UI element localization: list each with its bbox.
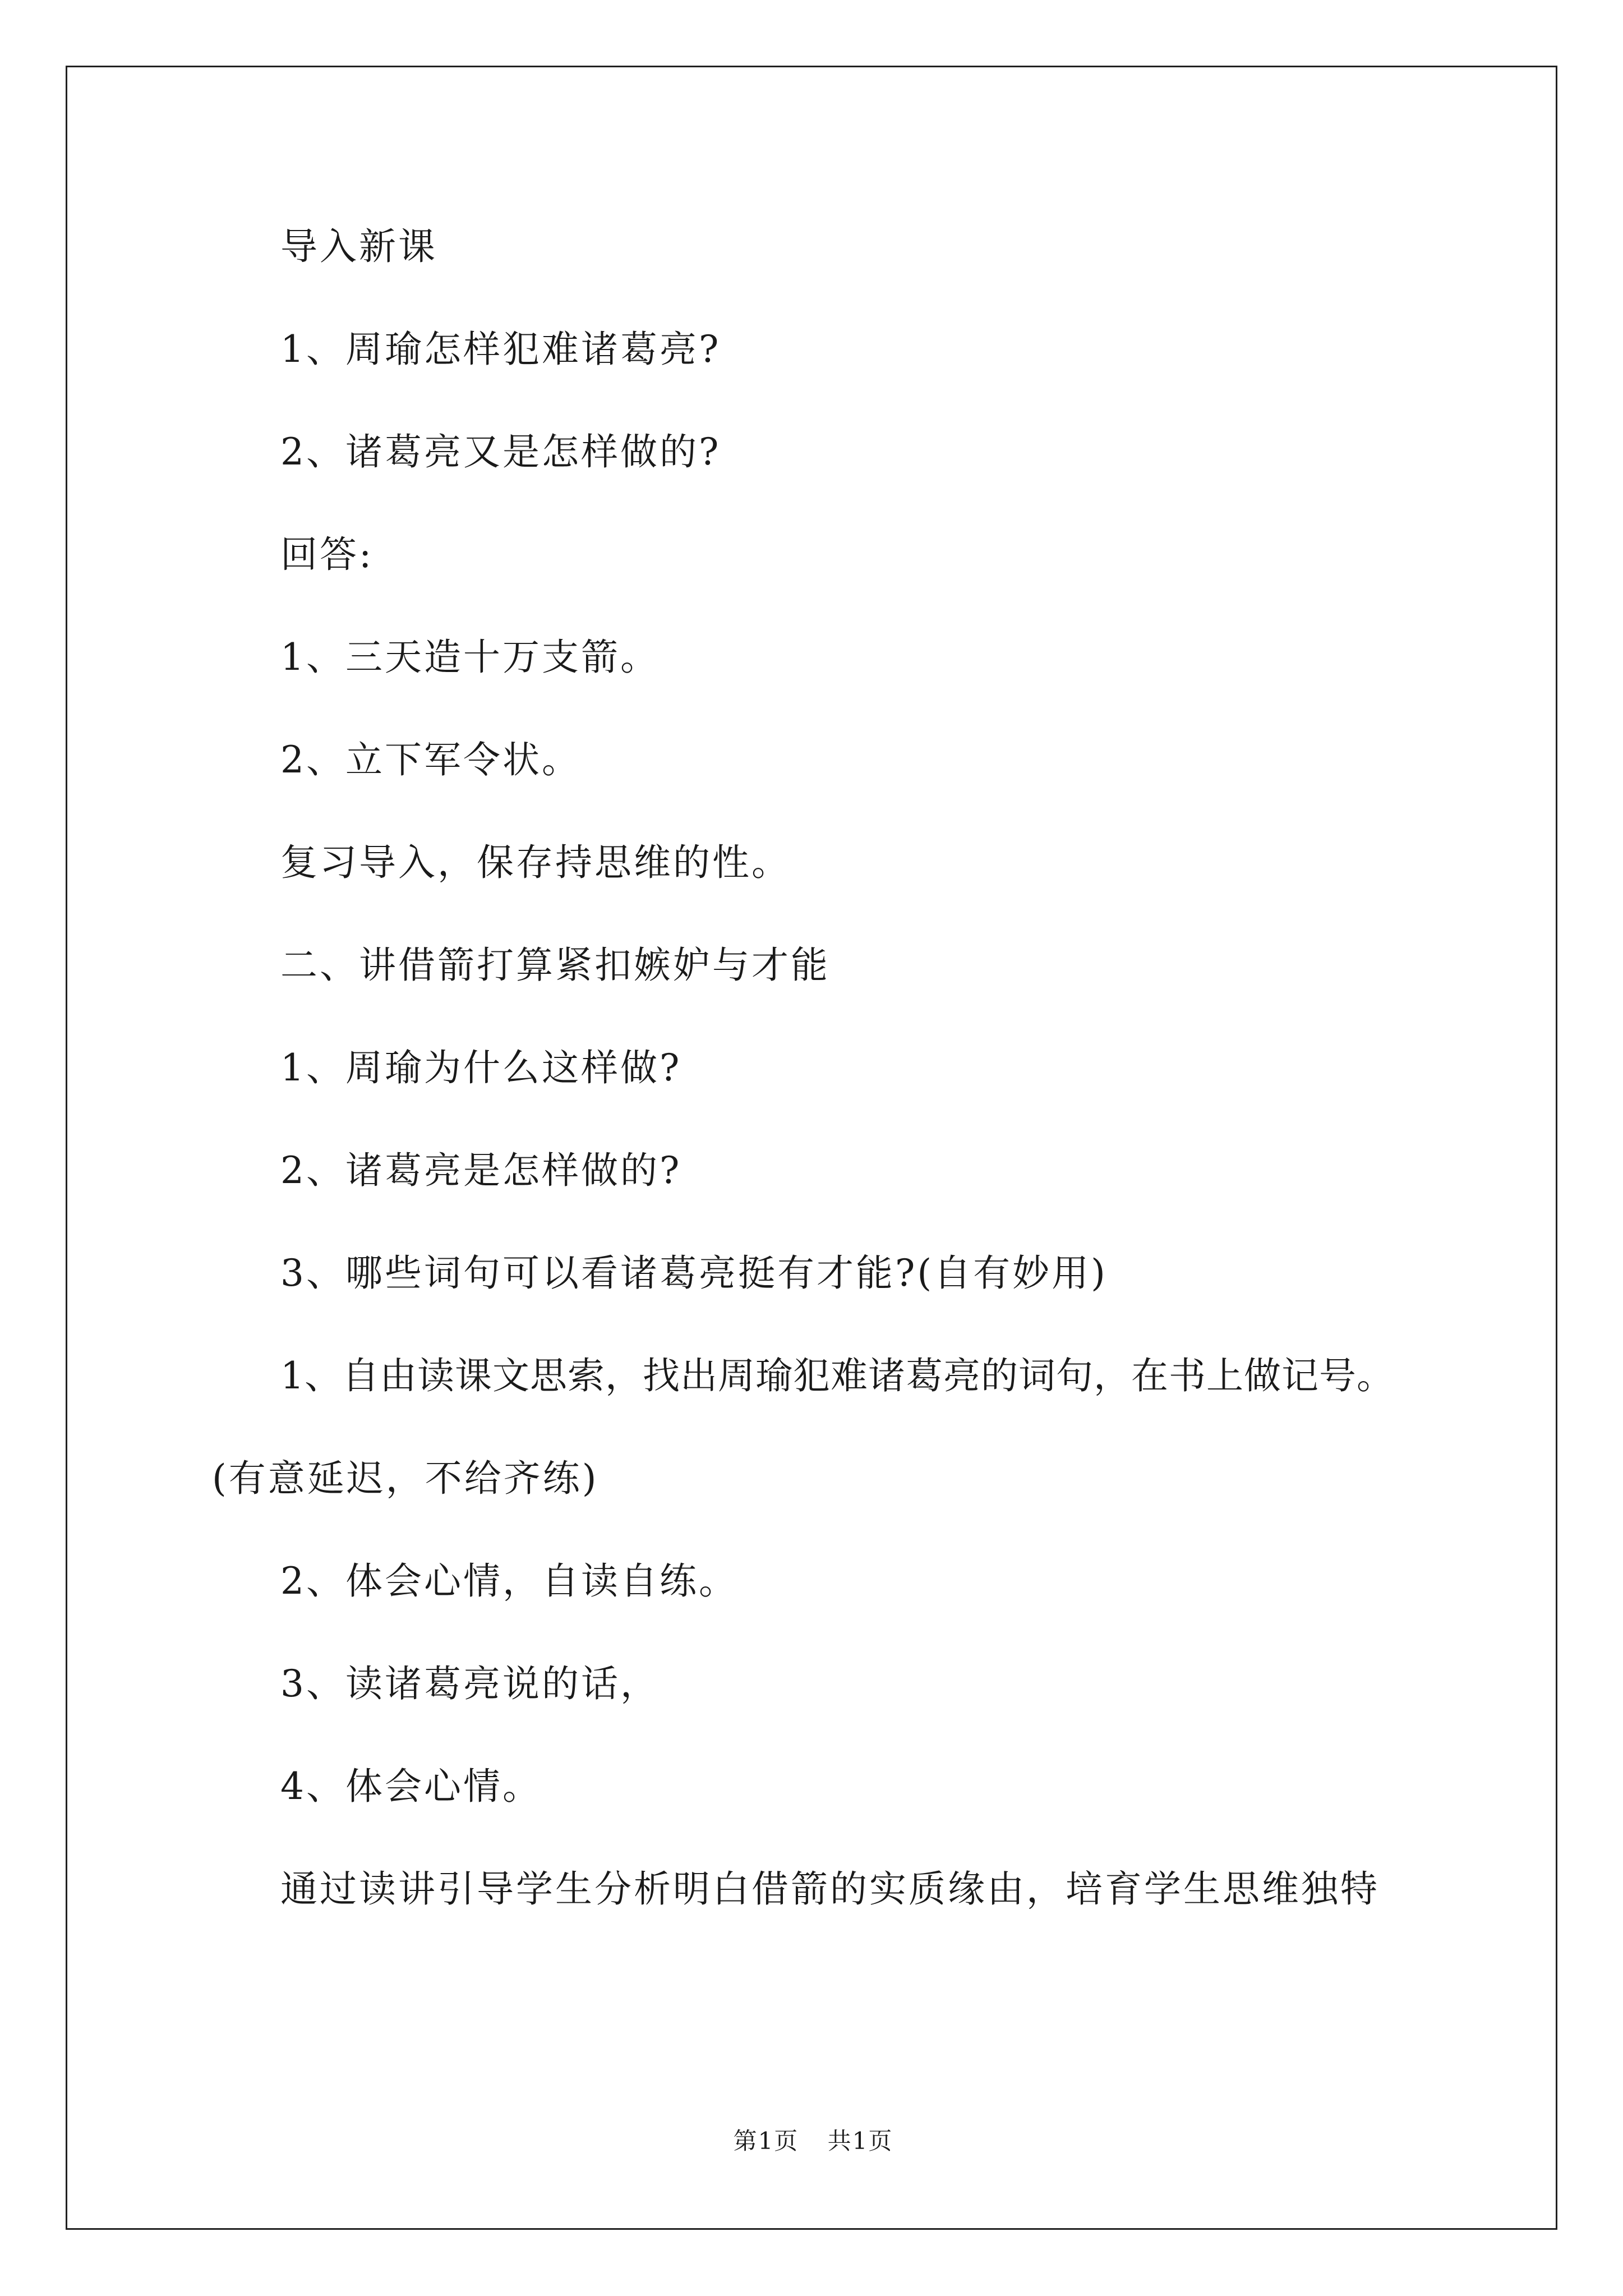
paragraph: 2、诸葛亮是怎样做的?: [280, 1149, 682, 1192]
paragraph: 2、体会心情，自读自练。: [280, 1559, 738, 1603]
paragraph: 3、读诸葛亮说的话，: [280, 1662, 660, 1705]
paragraph: 1、三天造十万支箭。: [280, 636, 660, 679]
paragraph: 回答:: [280, 533, 374, 576]
page-footer: [67, 2127, 1559, 2155]
paragraph: 通过读讲引导学生分析明白借箭的实质缘由，培育学生思维独特: [280, 1867, 1380, 1911]
paragraph: 4、体会心情。: [280, 1765, 542, 1808]
paragraph: 复习导入，保存持思维的性。: [280, 841, 791, 884]
paragraph: 2、诸葛亮又是怎样做的?: [280, 430, 721, 473]
paragraph: 1、周瑜为什么这样做?: [280, 1046, 682, 1089]
page-number-current: 第1页: [733, 2127, 799, 2155]
paragraph: 1、自由读课文思索，找出周瑜犯难诸葛亮的词句，在书上做记号。: [280, 1354, 1394, 1397]
paragraph: 二、讲借箭打算紧扣嫉妒与才能: [280, 944, 830, 987]
paragraph: 1、周瑜怎样犯难诸葛亮?: [280, 328, 721, 371]
paragraph: 2、立下军令状。: [280, 738, 581, 781]
page-frame: [66, 66, 1557, 2230]
paragraph: (有意延迟，不给齐练): [212, 1457, 599, 1500]
paragraph: 导入新课: [280, 225, 437, 268]
page-number-total: 共1页: [827, 2127, 893, 2155]
paragraph: 3、哪些词句可以看诸葛亮挺有才能?(自有妙用): [280, 1251, 1108, 1295]
